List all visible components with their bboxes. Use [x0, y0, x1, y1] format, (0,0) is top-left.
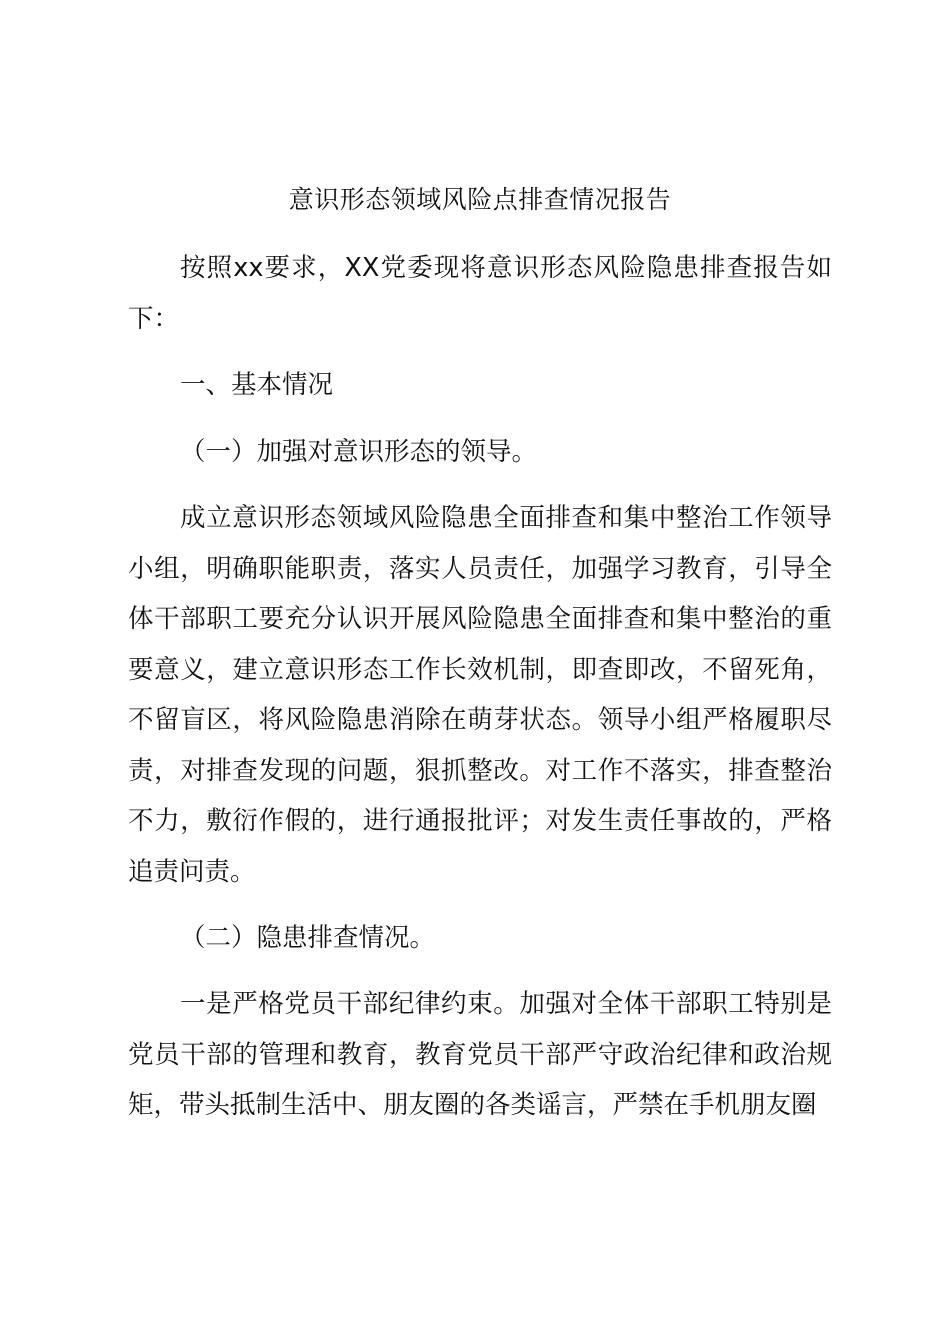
- subsection-heading-inspection: （二）隐患排查情况。: [180, 923, 436, 953]
- section-heading-basic-situation: 一、基本情况: [180, 370, 334, 400]
- body-paragraph-leadership: 成立意识形态领域风险隐患全面排查和集中整治工作领导小组，明确职能职责，落实人员责任，加强学习教育，引导全体干部职工要充分认识开展风险隐患全面排查和集中整治的重要意义，建立意识形态工作长效机制，即查即改，不留死角，不留盲区，将风险隐患消除在萌芽状态。领导小组严格履职尽责，对排查发现的问题，狠抓整改。对工作不落实，排查整治不力，敷衍作假的，进行通报批评；对发生责任事故的，严格追责问责。: [128, 503, 832, 887]
- document-title: 意识形态领域风险点排查情况报告: [288, 185, 672, 214]
- body-paragraph-inspection: 一是严格党员干部纪律约束。加强对全体干部职工特别是党员干部的管理和教育，教育党员干部严守政治纪律和政治规矩，带头抵制生活中、朋友圈的各类谣言，严禁在手机朋友圈: [128, 989, 832, 1120]
- intro-paragraph: 按照xx要求，XX党委现将意识形态风险隐患排查报告如下：: [128, 253, 832, 334]
- subsection-heading-leadership: （一）加强对意识形态的领导。: [180, 437, 538, 467]
